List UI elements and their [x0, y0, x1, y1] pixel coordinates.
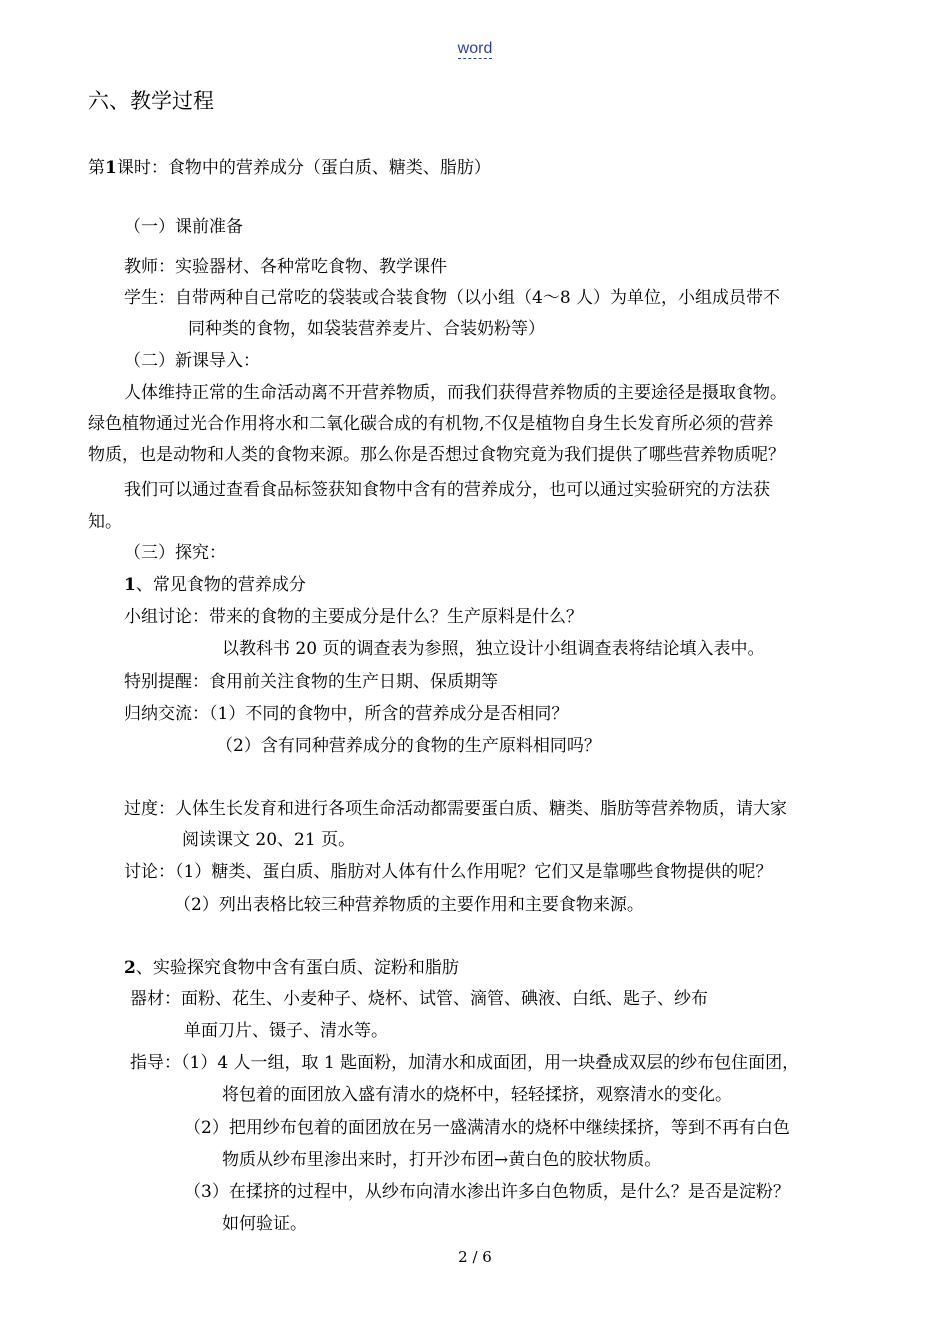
summary-line1: 归纳交流：（1）不同的食物中，所含的营养成分是否相同？ [124, 704, 569, 724]
group-discussion-line1: 小组讨论：带来的食物的主要成分是什么？生产原料是什么？ [124, 607, 583, 627]
guide-step2-line1: （2）把用纱布包着的面团放在另一盛满清水的烧杯中继续揉挤，等到不再有白色 [184, 1118, 790, 1138]
intro-p2-line2: 知。 [88, 512, 122, 532]
section2-heading [124, 960, 459, 977]
guide-step3-line2: 如何验证。 [222, 1214, 307, 1234]
prep-teacher: 教师：实验器材、各种常吃食物、教学课件 [124, 257, 447, 277]
section1-title: 、常见食物的营养成分 [135, 575, 306, 595]
explore-heading: （三）探究： [124, 543, 226, 563]
intro-p1-line1: 人体维持正常的生命活动离不开营养物质，而我们获得营养物质的主要途径是摄取食物。 [124, 383, 787, 403]
header-word-link[interactable] [0, 40, 950, 58]
prep-student-line2: 同种类的食物，如袋装营养麦片、合装奶粉等） [188, 319, 545, 339]
lesson-title: 课时：食物中的营养成分（蛋白质、糖类、脂肪） [116, 158, 491, 178]
materials-line1: 器材：面粉、花生、小麦种子、烧杯、试管、滴管、碘液、白纸、匙子、纱布 [130, 989, 708, 1009]
prep-heading: （一）课前准备 [124, 217, 243, 237]
discussion-line1: 讨论：（1）糖类、蛋白质、脂肪对人体有什么作用呢？它们又是靠哪些食物提供的呢？ [124, 862, 773, 882]
summary-line2: （2）含有同种营养成分的食物的生产原料相同吗？ [216, 736, 601, 756]
transition-line1: 过度：人体生长发育和进行各项生命活动都需要蛋白质、糖类、脂肪等营养物质，请大家 [124, 799, 787, 819]
section1-number: 1 [124, 575, 136, 595]
header-link-text[interactable]: word [457, 40, 493, 57]
section-title: 六、教学过程 [88, 89, 214, 113]
intro-heading: （二）新课导入： [124, 351, 260, 371]
transition-line2: 阅读课文 20、21 页。 [182, 830, 356, 850]
page-number: 2 / 6 [458, 1248, 492, 1266]
discussion-line2: （2）列出表格比较三种营养物质的主要作用和主要食物来源。 [174, 895, 644, 915]
section2-number: 2 [124, 958, 136, 978]
lesson-heading [88, 160, 491, 177]
prep-student-line1: 学生：自带两种自己常吃的袋装或合装食物（以小组（4～8 人）为单位，小组成员带不 [124, 288, 781, 308]
intro-p1-line2: 绿色植物通过光合作用将水和二氧化碳合成的有机物,不仅是植物自身生长发育所必须的营养 [88, 414, 774, 434]
intro-p1-line3: 物质，也是动物和人类的食物来源。那么你是否想过食物究竟为我们提供了哪些营养物质呢？ [88, 445, 785, 465]
guide-step2-line2: 物质从纱布里渗出来时，打开沙布团→黄白色的胶状物质。 [222, 1150, 662, 1170]
intro-p2-line1: 我们可以通过查看食品标签获知食物中含有的营养成分，也可以通过实验研究的方法获 [124, 480, 770, 500]
lesson-number: 1 [105, 158, 117, 178]
group-discussion-line2: 以教科书 20 页的调查表为参照，独立设计小组调查表将结论填入表中。 [222, 639, 765, 659]
special-reminder: 特别提醒：食用前关注食物的生产日期、保质期等 [124, 672, 498, 692]
section2-title: 、实验探究食物中含有蛋白质、淀粉和脂肪 [135, 958, 459, 978]
guide-step1-line1: 指导：（1）4 人一组，取 1 匙面粉，加清水和成面团，用一块叠成双层的纱布包住面团， [130, 1053, 800, 1073]
guide-step1-line2: 将包着的面团放入盛有清水的烧杯中，轻轻揉挤，观察清水的变化。 [222, 1085, 732, 1105]
lesson-label: 第 [88, 158, 105, 178]
guide-step3-line1: （3）在揉挤的过程中，从纱布向清水渗出许多白色物质，是什么？是否是淀粉？ [184, 1182, 790, 1202]
section1-heading [124, 577, 306, 594]
materials-line2: 单面刀片、镊子、清水等。 [184, 1021, 388, 1041]
